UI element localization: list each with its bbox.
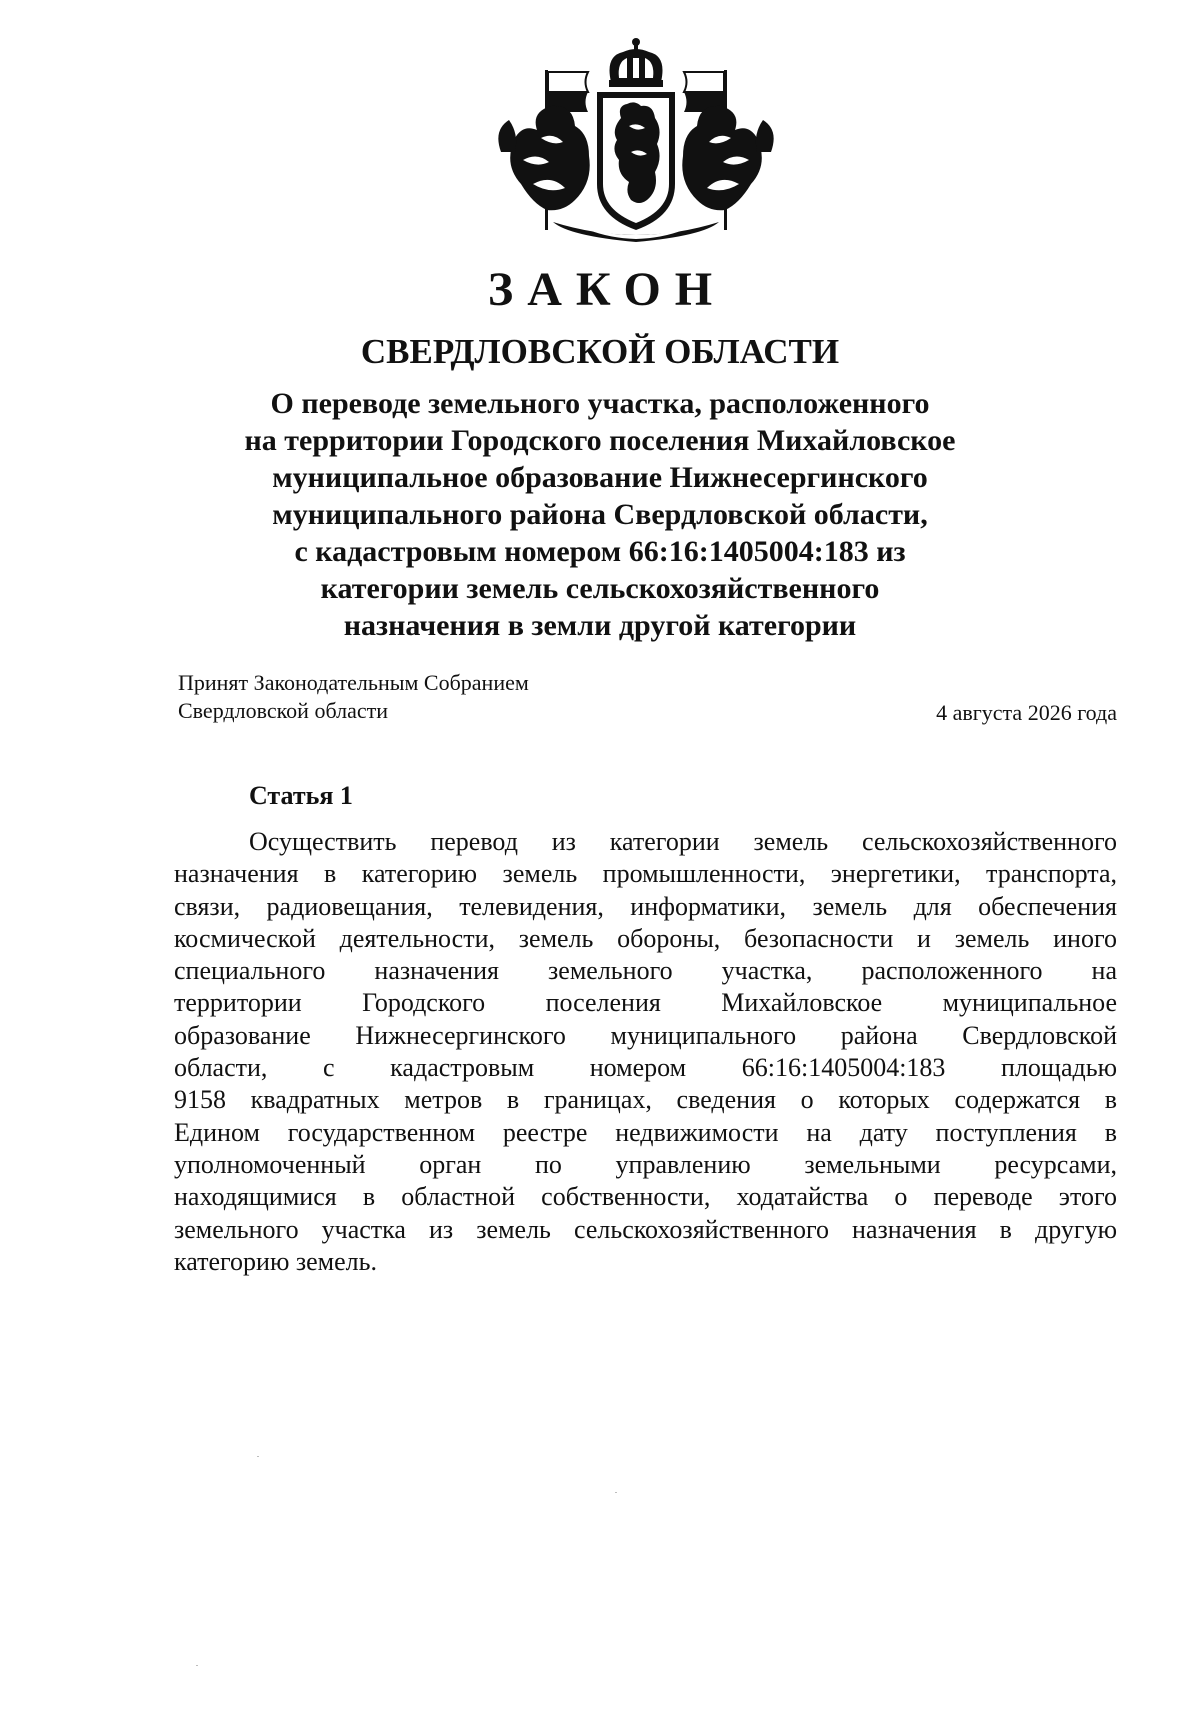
article-line: связи, радиовещания, телевидения, информатики, земель для обеспечения: [174, 891, 1117, 921]
scan-speck: [257, 1456, 259, 1457]
article-line: специального назначения земельного участка, расположенного на: [174, 956, 1117, 986]
coat-of-arms-icon: [493, 34, 779, 246]
article-line: космической деятельности, земель обороны, безопасности и земель иного: [174, 923, 1117, 953]
adoption-note: [178, 669, 529, 725]
subject-line: муниципального района Свердловской области,: [272, 498, 928, 531]
article-line: назначения в категорию земель промышленности, энергетики, транспорта,: [174, 859, 1117, 889]
article-line: находящимися в областной собственности, ходатайства о переводе этого: [174, 1182, 1117, 1212]
article-line: образование Нижнесергинского муниципального района Свердловской: [174, 1020, 1117, 1050]
adoption-line: Принят Законодательным Собранием: [178, 670, 529, 695]
article-line: земельного участка из земель сельскохозяйственного назначения в другую: [174, 1214, 1117, 1244]
subject-line: назначения в земли другой категории: [343, 609, 857, 642]
article-line: категорию земель.: [174, 1246, 377, 1276]
article-line: уполномоченный орган по управлению земельными ресурсами,: [174, 1149, 1117, 1179]
region-title: СВЕРДЛОВСКОЙ ОБЛАСТИ: [360, 332, 840, 371]
subject-line: категории земель сельскохозяйственного: [320, 572, 880, 605]
article-line: Едином государственном реестре недвижимости на дату поступления в: [174, 1117, 1117, 1147]
subject-line: с кадастровым номером 66:16:1405004:183 из: [294, 535, 906, 568]
subject-line: на территории Городского поселения Михайловское: [244, 424, 956, 457]
article-text: [174, 826, 1117, 1278]
adoption-line: Свердловской области: [178, 698, 388, 723]
article-line: 9158 квадратных метров в границах, сведения о которых содержатся в: [174, 1085, 1117, 1115]
article-line: области, с кадастровым номером 66:16:1405004:183 площадью: [174, 1053, 1117, 1083]
subject-line: муниципальное образование Нижнесергинского: [272, 461, 928, 494]
document-type-title: ЗАКОН: [487, 263, 727, 316]
scan-speck: [196, 1665, 198, 1666]
adoption-date: 4 августа 2026 года: [936, 700, 1117, 725]
subject-line: О переводе земельного участка, расположенного: [270, 387, 930, 420]
article-heading: Статья 1: [249, 781, 353, 810]
law-subject-title: [150, 385, 1050, 644]
article-line: Осуществить перевод из категории земель сельскохозяйственного: [249, 827, 1117, 856]
article-line: территории Городского поселения Михайловское муниципальное: [174, 988, 1117, 1018]
scan-speck: [615, 1492, 617, 1493]
